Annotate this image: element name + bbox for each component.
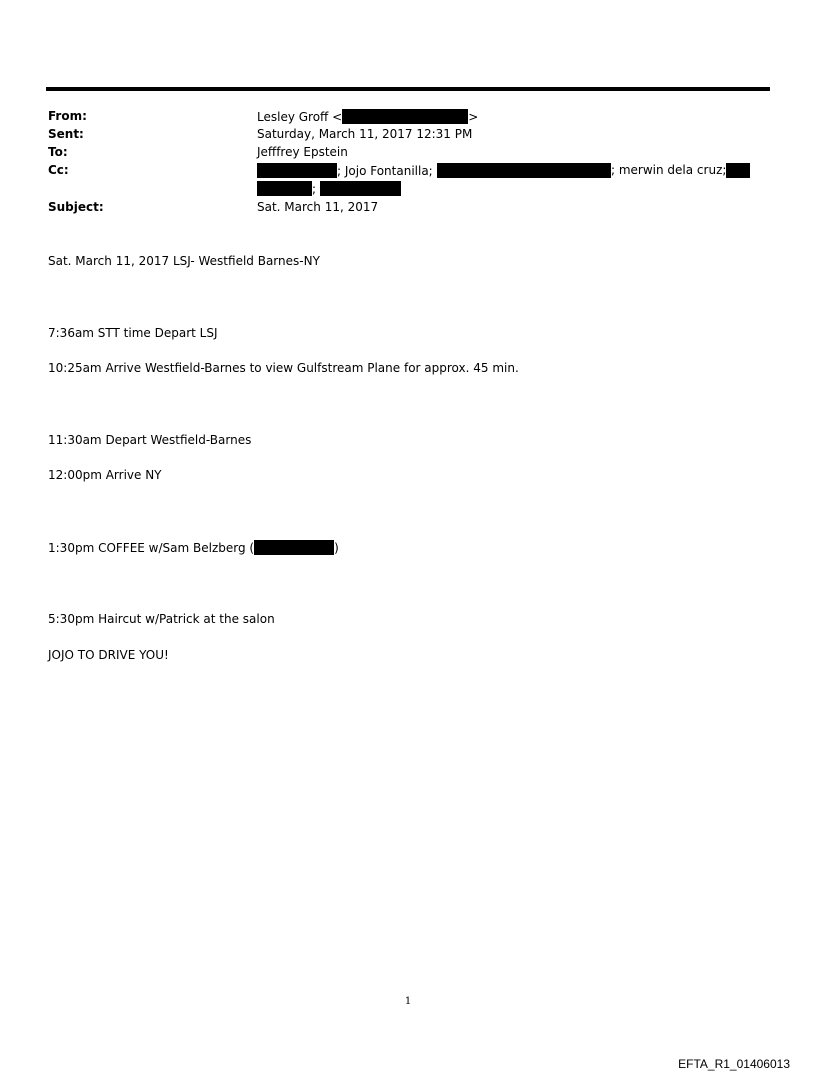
document-id: EFTA_R1_01406013 [678,1057,790,1071]
body-line [48,540,339,556]
sent-label: Sent: [48,127,84,141]
cc-part2: ; merwin dela cruz; [611,163,727,177]
from-label: From: [48,109,87,123]
from-value [257,109,478,125]
body-line: 7:36am STT time Depart LSJ [48,326,218,340]
redaction-box [320,181,401,196]
from-name: Lesley Groff < [257,110,343,124]
subject-value: Sat. March 11, 2017 [257,200,379,214]
subject-label: Subject: [48,200,104,214]
cc-part1: ; Jojo Fontanilla; [337,164,433,178]
redaction-box [257,181,312,196]
body-line: JOJO TO DRIVE YOU! [48,648,169,662]
page-number: 1 [404,996,412,1007]
to-value: Jefffrey Epstein [257,145,348,159]
cc-part3: ; [312,182,317,196]
cc-label: Cc: [48,163,69,177]
from-close: > [468,110,479,124]
redaction-box [254,540,334,555]
body-line: 5:30pm Haircut w/Patrick at the salon [48,612,275,626]
coffee-close: ) [334,541,339,555]
body-line: 10:25am Arrive Westfield-Barnes to view Gulfstream Plane for approx. 45 min. [48,361,519,375]
redaction-box [726,163,750,178]
body-line: 12:00pm Arrive NY [48,468,162,482]
cc-value-line1 [257,163,433,179]
body-line: 11:30am Depart Westfield-Barnes [48,433,252,447]
redaction-box [257,163,337,178]
header-rule [46,87,770,91]
to-label: To: [48,145,68,159]
sent-value: Saturday, March 11, 2017 12:31 PM [257,127,473,141]
cc-value-line2 [257,181,401,197]
redaction-box [342,109,468,124]
coffee-text: 1:30pm COFFEE w/Sam Belzberg ( [48,541,255,555]
redaction-box [437,163,611,178]
body-line: Sat. March 11, 2017 LSJ- Westfield Barnes-NY [48,254,320,268]
